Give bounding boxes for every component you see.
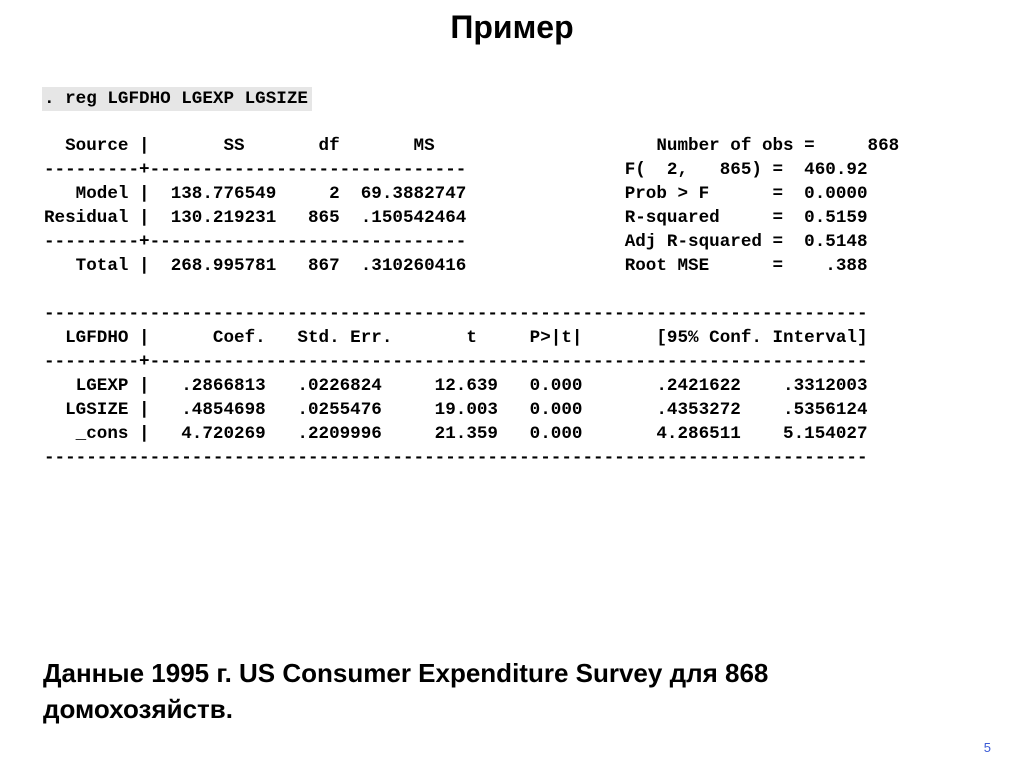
page-number: 5 — [983, 740, 991, 755]
anova-total-row: Total | 268.995781 867 .310260416 Root MSE = .388 — [44, 256, 868, 276]
coef-separator: ---------+-------------------------------------------------------------------- — [44, 352, 868, 372]
coef-row-lgexp: LGEXP | .2866813 .0226824 12.639 0.000 .2421622 .3312003 — [44, 376, 868, 396]
anova-residual-row: Residual | 130.219231 865 .150542464 R-squared = 0.5159 — [44, 208, 868, 228]
coef-row-cons: _cons | 4.720269 .2209996 21.359 0.000 4.286511 5.154027 — [44, 424, 868, 444]
data-source-caption: Данные 1995 г. US Consumer Expenditure Survey для 868 домохозяйств. — [43, 658, 769, 724]
stata-command: . reg LGFDHO LGEXP LGSIZE — [42, 87, 312, 111]
coef-rule: ------------------------------------------------------------------------------ — [44, 304, 868, 324]
coef-row-lgsize: LGSIZE | .4854698 .0255476 19.003 0.000 .4353272 .5356124 — [44, 400, 868, 420]
coef-header-row: LGFDHO | Coef. Std. Err. t P>|t| [95% Conf. Interval] — [44, 328, 868, 348]
anova-header-row: Source | SS df MS Number of obs = 868 — [44, 136, 900, 156]
anova-model-row: Model | 138.776549 2 69.3882747 Prob > F = 0.0000 — [44, 184, 868, 204]
slide-title: Пример — [450, 9, 574, 45]
blank-line — [44, 278, 984, 302]
anova-separator: ---------+------------------------------ F( 2, 865) = 460.92 — [44, 160, 868, 180]
anova-separator: ---------+------------------------------ Adj R-squared = 0.5148 — [44, 232, 868, 252]
regression-output — [44, 134, 984, 470]
coef-rule: ------------------------------------------------------------------------------ — [44, 448, 868, 468]
